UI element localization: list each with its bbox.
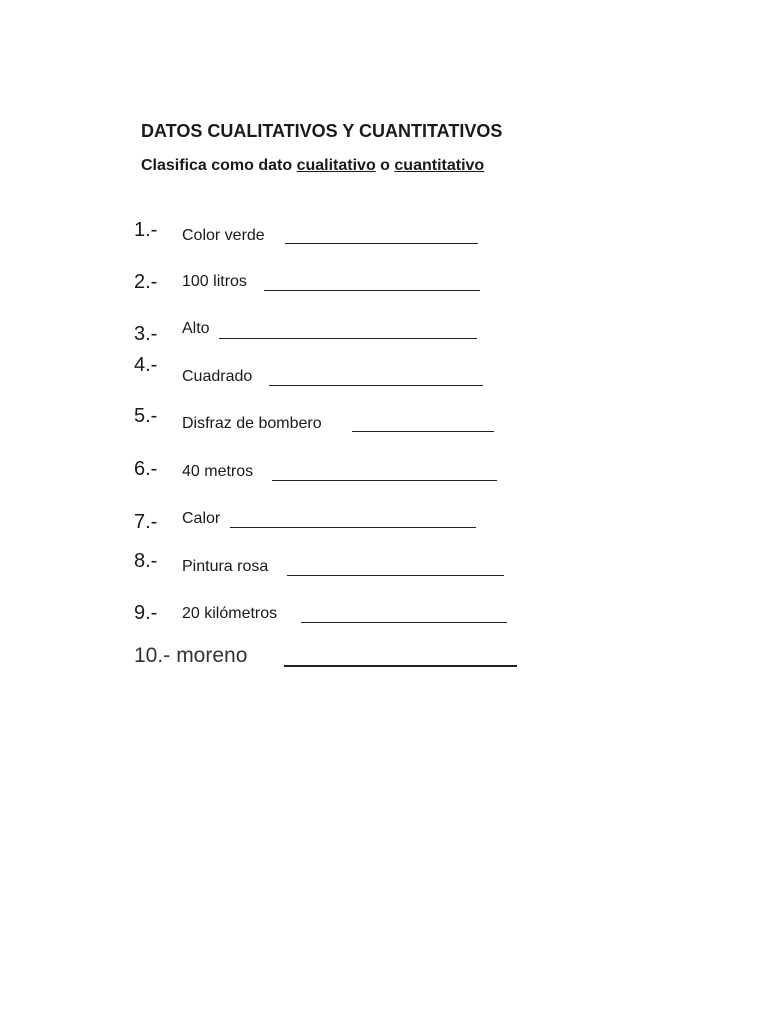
- item-text: 40 metros: [182, 463, 254, 480]
- item-text: Alto: [182, 320, 210, 337]
- item-number: 3.-: [134, 323, 158, 345]
- item-number: 2.-: [134, 271, 158, 293]
- item-text: Color verde: [182, 227, 265, 244]
- item-text: Calor: [182, 510, 221, 527]
- item-number: 6.-: [134, 458, 158, 480]
- answer-line[interactable]: [284, 665, 517, 667]
- worksheet-title: DATOS CUALITATIVOS Y CUANTITATIVOS: [141, 121, 503, 141]
- item-number: 4.-: [134, 354, 158, 376]
- answer-line[interactable]: [287, 575, 504, 576]
- answer-line[interactable]: [230, 527, 476, 528]
- item-text: moreno: [176, 644, 248, 667]
- item-text: 100 litros: [182, 273, 247, 290]
- item-number: 5.-: [134, 405, 158, 427]
- instructions-prefix: Clasifica como dato: [141, 157, 297, 174]
- item-number: 1.-: [134, 219, 158, 241]
- item-number: 8.-: [134, 550, 158, 572]
- answer-line[interactable]: [219, 338, 477, 339]
- item-text: Pintura rosa: [182, 558, 269, 575]
- item-text: Cuadrado: [182, 368, 253, 385]
- item-number: 10.-: [134, 644, 171, 667]
- list-item: [134, 644, 247, 668]
- option-cuantitativo: cuantitativo: [394, 157, 485, 174]
- item-number: 9.-: [134, 602, 158, 624]
- answer-line[interactable]: [269, 385, 483, 386]
- item-number: 7.-: [134, 511, 158, 533]
- option-cualitativo: cualitativo: [296, 157, 376, 174]
- item-text: Disfraz de bombero: [182, 415, 322, 432]
- answer-line[interactable]: [352, 431, 494, 432]
- worksheet-instructions: [141, 157, 484, 175]
- answer-line[interactable]: [272, 480, 497, 481]
- answer-line[interactable]: [285, 243, 478, 244]
- answer-line[interactable]: [264, 290, 480, 291]
- answer-line[interactable]: [301, 622, 507, 623]
- item-text: 20 kilómetros: [182, 605, 278, 622]
- instructions-middle: o: [375, 157, 395, 174]
